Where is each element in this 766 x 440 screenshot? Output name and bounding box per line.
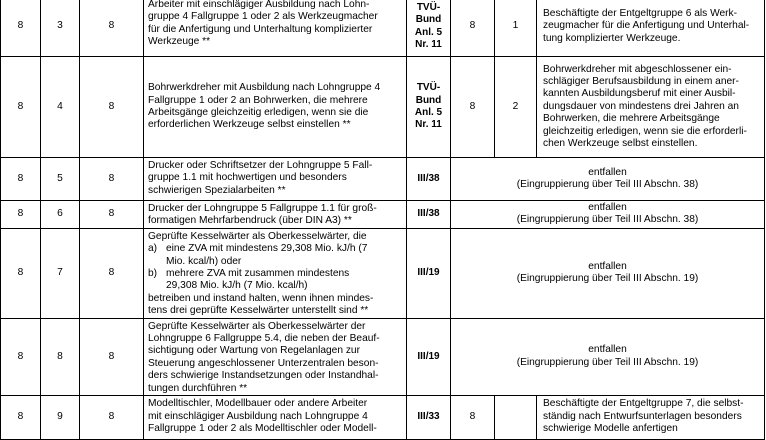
- cell-result-omitted: [451, 318, 765, 395]
- cell-teil: 8: [41, 318, 80, 395]
- result-status: entfallen: [588, 344, 627, 356]
- list-marker: b): [148, 268, 158, 280]
- cell-result: Bohrwerkdreher mit abgeschlossener ein- schlägiger Berufsausbildung in einem aner- kannten Ausbildungsberuf mit einer Ausbil- dungsdauer von mindestens drei Jahren an Bohrwerken, die mehrere Arbeitsgänge gleichzeitig erledigen, wenn sie die erforderli- chen Werkzeuge selbst einstellen.: [537, 57, 765, 158]
- cell-lohngruppe: 8: [1, 318, 41, 395]
- cell-reference: III/38: [407, 201, 451, 229]
- cell-reference: III/19: [407, 228, 451, 318]
- cell-new-number: [495, 396, 537, 440]
- cell-reference: III/19: [407, 318, 451, 395]
- cell-reference: TVÜ- Bund Anl. 5 Nr. 11: [407, 57, 451, 158]
- result-note: (Eingruppierung über Teil III Abschn. 19): [516, 356, 699, 368]
- cell-entgeltgruppe: 8: [80, 57, 144, 158]
- cell-entgeltgruppe: 8: [80, 396, 144, 440]
- cell-entgeltgruppe: 8: [80, 228, 144, 318]
- cell-description: Arbeiter mit einschlägiger Ausbildung nach Lohn- gruppe 4 Fallgruppe 1 oder 2 als Werkzeugmacher für die Anfertigung und Unterhaltung komplizierter Werkzeuge **: [144, 0, 407, 57]
- table-row: [1, 318, 765, 395]
- result-note: (Eingruppierung über Teil III Abschn. 19): [516, 273, 699, 285]
- list-text: eine ZVA mit mindestens 29,308 Mio. kJ/h (7 Mio. kcal/h) oder: [166, 243, 368, 267]
- cell-entgeltgruppe: 8: [80, 201, 144, 229]
- cell-entgeltgruppe: 8: [80, 0, 144, 57]
- cell-description: Modelltischler, Modellbauer oder andere Arbeiter mit einschlägiger Ausbildung nach Lohngruppe 4 Fallgruppe 1 oder 2 als Modelltischler oder Modell-: [144, 396, 407, 440]
- cell-result-omitted: [451, 201, 765, 229]
- cell-teil: 6: [41, 201, 80, 229]
- result-status: entfallen: [588, 202, 627, 213]
- cell-result-omitted: [451, 228, 765, 318]
- cell-reference: TVÜ- Bund Anl. 5 Nr. 11: [407, 0, 451, 57]
- cell-result-omitted: [451, 158, 765, 201]
- cell-lohngruppe: 8: [1, 228, 41, 318]
- list-item: [148, 243, 402, 268]
- table-row: [1, 158, 765, 201]
- description-outro: betreiben und instand halten, wenn ihnen mindes- tens drei geprüfte Kesselwärter unterstellt sind **: [148, 292, 374, 317]
- cell-lohngruppe: 8: [1, 201, 41, 229]
- table-row: [1, 57, 765, 158]
- cell-reference: III/38: [407, 158, 451, 201]
- cell-reference: III/33: [407, 396, 451, 440]
- table-row: [1, 228, 765, 318]
- cell-entgeltgruppe: 8: [80, 158, 144, 201]
- cell-teil: 7: [41, 228, 80, 318]
- list-text: mehrere ZVA mit zusammen mindestens 29,308 Mio. kJ/h (7 Mio. kcal/h): [166, 268, 350, 292]
- cell-lohngruppe: 8: [1, 57, 41, 158]
- cell-description: Geprüfte Kesselwärter als Oberkesselwärter der Lohngruppe 6 Fallgruppe 5.4, die neben der Beauf- sichtigung oder Wartung von Regelanlagen zur Steuerung angeschlossener Unterzentralen beson- ders schwierige Instandsetzungen oder Instandhal- tungen durchführen **: [144, 318, 407, 395]
- result-status: entfallen: [588, 166, 627, 178]
- cell-teil: 4: [41, 57, 80, 158]
- description-list: [148, 243, 402, 293]
- cell-teil: 5: [41, 158, 80, 201]
- cell-new-number: 1: [495, 0, 537, 57]
- cell-description: Drucker oder Schriftsetzer der Lohngruppe 5 Fall- gruppe 1.1 mit hochwertigen und besonders schwierigen Spezialarbeiten **: [144, 158, 407, 201]
- result-status: entfallen: [588, 260, 627, 272]
- table-row: [1, 396, 765, 440]
- cell-new-group: 8: [451, 396, 495, 440]
- cell-result: Beschäftigte der Entgeltgruppe 6 als Werk- zeugmacher für die Anfertigung und Unterhal- tung komplizierter Werkzeuge.: [537, 0, 765, 57]
- cell-description: [144, 228, 407, 318]
- cell-lohngruppe: 8: [1, 396, 41, 440]
- table-row: [1, 0, 765, 57]
- cell-result: Beschäftigte der Entgeltgruppe 7, die selbst- ständig nach Entwurfsunterlagen besonders schwierige Modelle anfertigen: [537, 396, 765, 440]
- list-item: [148, 268, 402, 293]
- cell-description: Drucker der Lohngruppe 5 Fallgruppe 1.1 für groß- formatigen Mehrfarbendruck (über DIN A3) **: [144, 201, 407, 229]
- cell-entgeltgruppe: 8: [80, 318, 144, 395]
- cell-new-group: 8: [451, 57, 495, 158]
- cell-description: Bohrwerkdreher mit Ausbildung nach Lohngruppe 4 Fallgruppe 1 oder 2 an Bohrwerken, die mehrere Arbeitsgänge gleichzeitig erledigen, wenn sie die erforderlichen Werkzeuge selbst einstellen **: [144, 57, 407, 158]
- result-note: (Eingruppierung über Teil III Abschn. 38): [516, 214, 699, 226]
- cell-lohngruppe: 8: [1, 0, 41, 57]
- cell-teil: 9: [41, 396, 80, 440]
- description-intro: Geprüfte Kesselwärter als Oberkesselwärter, die: [148, 230, 367, 242]
- cell-new-group: 8: [451, 0, 495, 57]
- list-marker: a): [148, 243, 158, 255]
- cell-lohngruppe: 8: [1, 158, 41, 201]
- cell-new-number: 2: [495, 57, 537, 158]
- table-row: [1, 201, 765, 229]
- result-note: (Eingruppierung über Teil III Abschn. 38): [516, 179, 699, 190]
- cell-teil: 3: [41, 0, 80, 57]
